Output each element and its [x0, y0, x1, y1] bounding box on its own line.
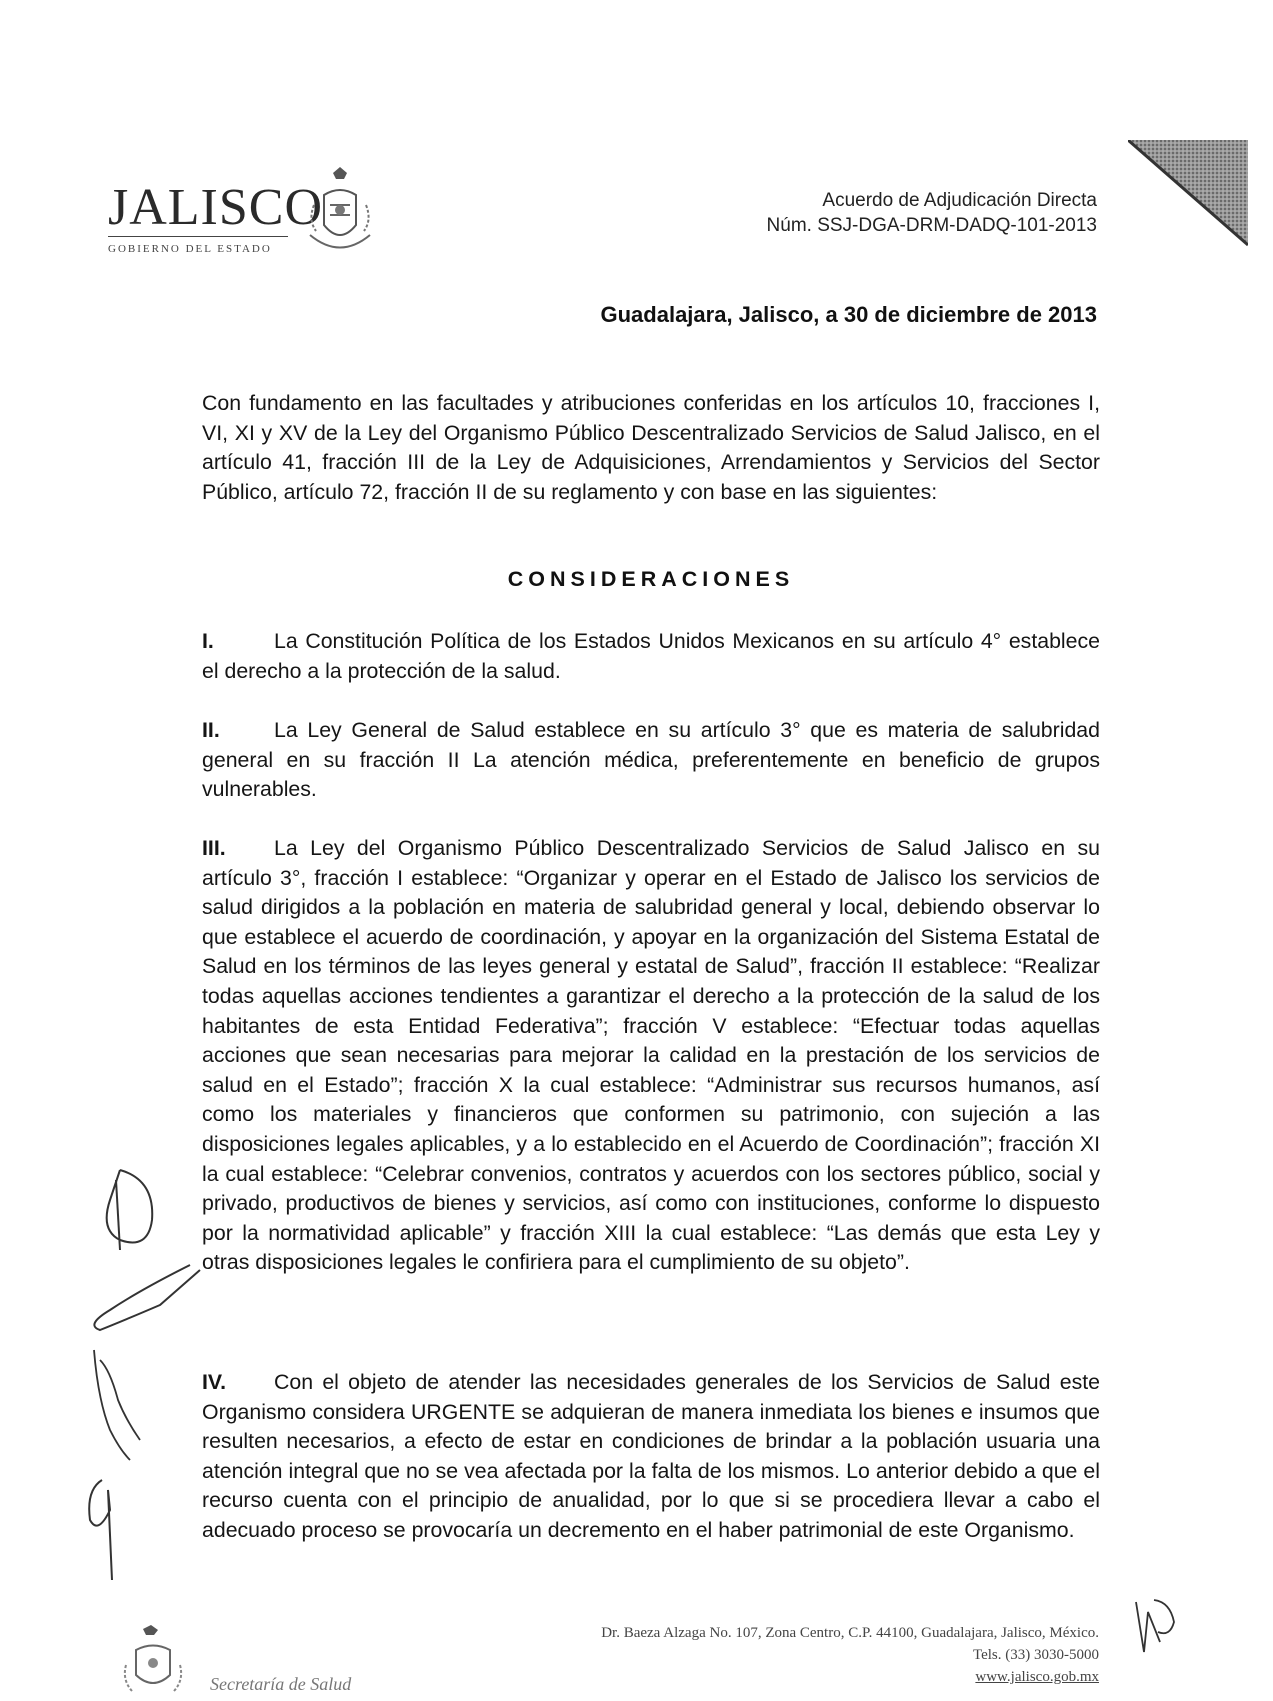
consideration-number: II.	[202, 718, 220, 742]
document-number: Núm. SSJ-DGA-DRM-DADQ-101-2013	[766, 215, 1097, 236]
consideration-paragraph	[202, 1368, 1100, 1546]
footer-website-link[interactable]: www.jalisco.gob.mx	[975, 1669, 1099, 1685]
consideration-text: La Ley General de Salud establece en su artículo 3° que es materia de salubridad general en su fracción II La atención médica, preferentemente en beneficio de grupos vulnerables.	[202, 718, 1100, 802]
footer-contact	[601, 1622, 1099, 1688]
consideration-paragraph	[202, 834, 1100, 1278]
footer-seal-icon	[118, 1625, 188, 1695]
logo-subtitle: GOBIERNO DEL ESTADO	[108, 243, 272, 255]
consideration-paragraph	[202, 716, 1100, 805]
document-reference	[767, 188, 1097, 238]
intro-paragraph: Con fundamento en las facultades y atribuciones conferidas en los artículos 10, fracciones I, VI, XI y XV de la Ley del Organismo Público Descentralizado Servicios de Salud Jalisco, en el artículo 41, fracción III de la Ley de Adquisiciones, Arrendamientos y Servicios del Sector Público, artículo 72, fracción II de su reglamento y con base en las siguientes:	[202, 391, 1100, 504]
footer-department: Secretaría de Salud	[210, 1674, 352, 1694]
footer-address: Dr. Baeza Alzaga No. 107, Zona Centro, C.P. 44100, Guadalajara, Jalisco, México.	[601, 1625, 1099, 1641]
section-heading: CONSIDERACIONES	[507, 567, 795, 591]
consideration-text: Con el objeto de atender las necesidades generales de los Servicios de Salud este Organismo considera URGENTE se adquieran de manera inmediata los bienes e insumos que resulten necesarios, a efecto de estar en condiciones de brindar a la población usuaria una atención integral que no se vea afectada por la falta de los mismos. Lo anterior debido a que el recurso cuenta con el principio de anualidad, por lo que si se procediera llevar a cabo el adecuado proceso se provocaría un decremento en el haber patrimonial de este Organismo.	[202, 1370, 1100, 1542]
scan-corner-mark	[1128, 140, 1248, 250]
consideration-number: IV.	[202, 1370, 227, 1394]
consideration-number: III.	[202, 836, 226, 860]
logo-divider	[108, 236, 288, 237]
consideration-paragraph	[202, 627, 1100, 686]
handwritten-initials-icon	[80, 1160, 240, 1580]
jalisco-logo-text: JALISCO	[108, 179, 324, 236]
handwritten-signature-icon	[1130, 1592, 1180, 1662]
date-line: Guadalajara, Jalisco, a 30 de diciembre de 2013	[600, 302, 1097, 327]
consideration-text: La Ley del Organismo Público Descentralizado Servicios de Salud Jalisco en su artículo 3°, fracción I establece: “Organizar y operar en el Estado de Jalisco los servicios de salud dirigidos a la población en materia de salubridad general y local, debiendo observar lo que establece el acuerdo de coordinación, y apoyar en la organización del Sistema Estatal de Salud en los términos de las leyes general y estatal de Salud”, fracción II establece: “Realizar todas aquellas acciones tendientes a garantizar el derecho a la protección de la salud de los habitantes de esta Entidad Federativa”; fracción V establece: “Efectuar todas aquellas acciones que sean necesarias para mejorar la calidad en la prestación de los servicios de salud en el Estado”; fracción X la cual establece: “Administrar sus recursos humanos, así como los materiales y financieros que conformen su patrimonio, con sujeción a las disposiciones legales aplicables, y a lo establecido en el Acuerdo de Coordinación”; fracción XI la cual establece: “Celebrar convenios, contratos y acuerdos con los sectores público, social y privado, productivos de bienes y servicios, así como con instituciones, conforme lo dispuesto por la normatividad aplicable” y fracción XIII la cual establece: “Las demás que esta Ley y otras disposiciones legales le confiriera para el cumplimiento de su objeto”.	[202, 836, 1100, 1275]
consideration-text: La Constitución Política de los Estados Unidos Mexicanos en su artículo 4° establece el derecho a la protección de la salud.	[202, 629, 1100, 683]
footer-phone: Tels. (33) 3030-5000	[972, 1647, 1099, 1663]
coat-of-arms-icon	[300, 165, 380, 265]
consideration-number: I.	[202, 629, 214, 653]
document-type: Acuerdo de Adjudicación Directa	[822, 190, 1097, 211]
